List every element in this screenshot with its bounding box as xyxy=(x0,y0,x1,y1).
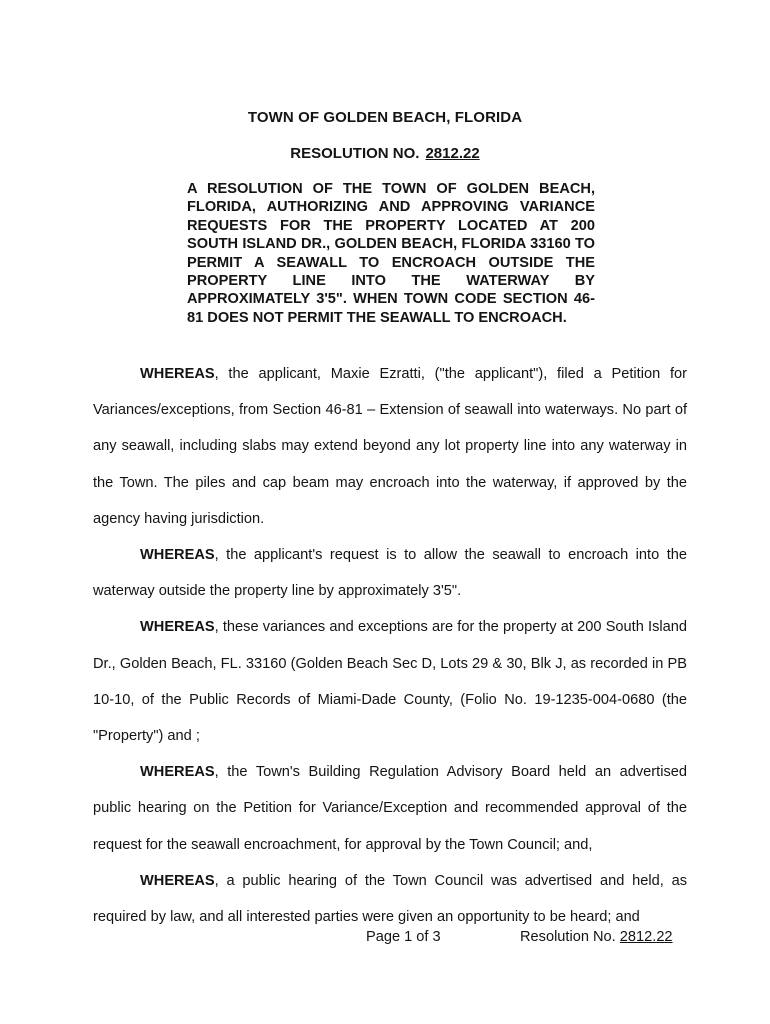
whereas-paragraph xyxy=(93,356,687,537)
whereas-paragraph xyxy=(93,609,687,754)
page-number: Page 1 of 3 xyxy=(366,929,441,945)
paragraph-text: , the applicant's request is to allow the seawall to encroach into the waterway outside the property line by approximately 3'5". xyxy=(93,547,687,600)
footer-resolution-prefix: Resolution No. xyxy=(520,929,616,945)
town-heading: TOWN OF GOLDEN BEACH, FLORIDA xyxy=(247,109,523,126)
whereas-lead: WHEREAS xyxy=(140,872,215,889)
whereas-lead: WHEREAS xyxy=(140,764,215,781)
footer-resolution-number: 2812.22 xyxy=(619,929,673,945)
whereas-lead: WHEREAS xyxy=(140,619,215,636)
whereas-lead: WHEREAS xyxy=(140,366,215,382)
paragraph-text: , the applicant, Maxie Ezratti, ("the applicant"), filed a Petition for Variances/exceptions, from Section 46-81 – Extension of seawall into waterways. No part of any seawall, including slabs may extend beyond any lot property line into any waterway in the Town. The piles and cap beam may encroach into the waterway, if approved by the agency having jurisdiction. xyxy=(93,366,687,527)
paragraph-text: , these variances and exceptions are for the property at 200 South Island Dr., Golden Beach, FL. 33160 (Golden Beach Sec D, Lots 29 & 30, Blk J, as recorded in PB 10-10, of the Public Records of Miami-Dade County, (Folio No. 19-1235-004-0680 (the "Property") and ; xyxy=(93,619,687,745)
resolution-caption: A RESOLUTION OF THE TOWN OF GOLDEN BEACH, FLORIDA, AUTHORIZING AND APPROVING VARIANCE REQUESTS FOR THE PROPERTY LOCATED AT 200 SOUTH ISLAND DR., GOLDEN BEACH, FLORIDA 33160 TO PERMIT A SEAWALL TO ENCROACH OUTSIDE THE PROPERTY LINE INTO THE WATERWAY BY APPROXIMATELY 3'5". WHEN TOWN CODE SECTION 46-81 DOES NOT PERMIT THE SEAWALL TO ENCROACH. xyxy=(187,181,595,326)
paragraph-text: , a public hearing of the Town Council was advertised and held, as required by law, and all interested parties were given an opportunity to be heard; and xyxy=(93,872,687,926)
resolution-number: 2812.22 xyxy=(425,145,480,162)
whereas-lead: WHEREAS xyxy=(140,547,215,564)
whereas-paragraph xyxy=(93,537,687,609)
whereas-paragraph xyxy=(93,754,687,863)
resolution-body xyxy=(93,356,687,935)
whereas-paragraph xyxy=(93,863,687,935)
footer-resolution xyxy=(520,929,673,945)
paragraph-text: , the Town's Building Regulation Advisory Board held an advertised public hearing on the Petition for Variance/Exception and recommended approval of the request for the seawall encroachment, for approval by the Town Council; and, xyxy=(93,764,687,853)
resolution-prefix: RESOLUTION NO. xyxy=(290,145,420,162)
resolution-number-heading xyxy=(0,145,770,162)
